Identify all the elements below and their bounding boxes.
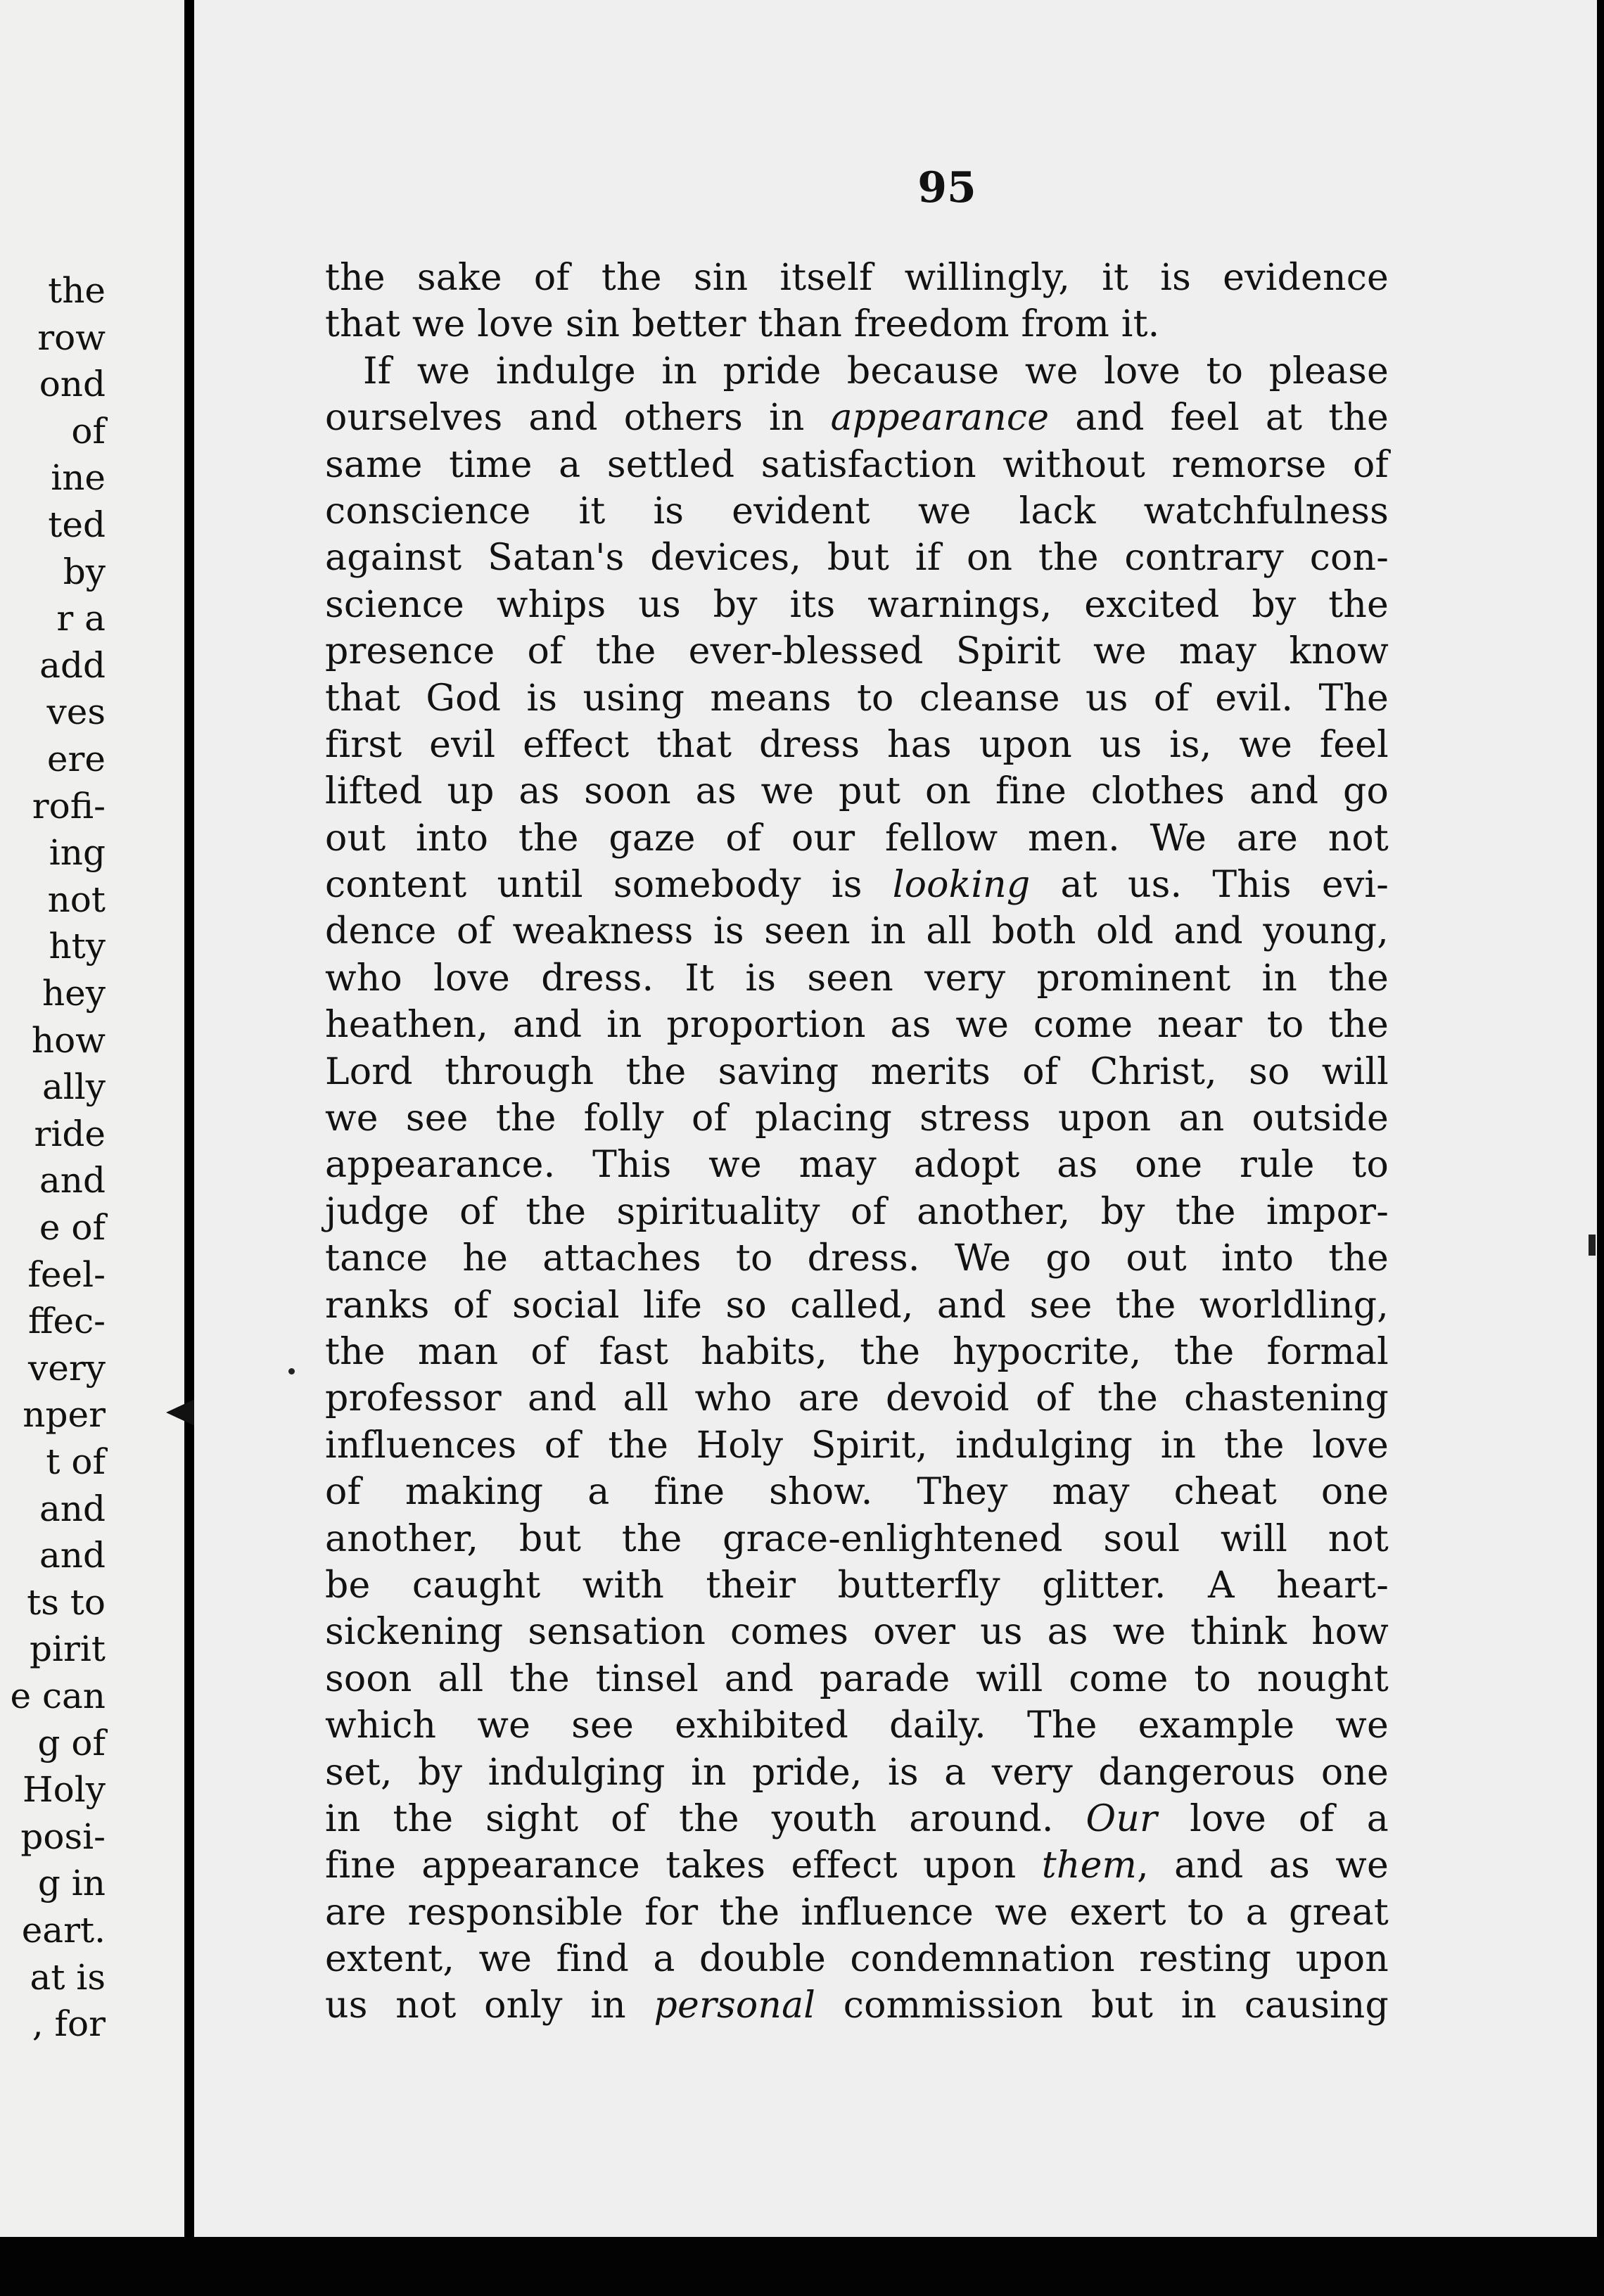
ink-speck xyxy=(288,1368,295,1375)
left-page-fragment: ted xyxy=(48,504,106,545)
text-line: judge of the spirituality of another, by the impor- xyxy=(325,1190,1389,1233)
body-text xyxy=(325,255,1389,2029)
left-page-fragment: ts to xyxy=(27,1581,106,1623)
left-page-fragment: ere xyxy=(46,739,106,779)
book-page xyxy=(194,0,1597,2237)
text-line: against Satan's devices, but if on the contrary con- xyxy=(325,537,1389,580)
previous-page-fragment xyxy=(0,0,184,2237)
text-line: soon all the tinsel and parade will come to nought xyxy=(325,1657,1389,1700)
text-line: first evil effect that dress has upon us is, we feel xyxy=(325,723,1389,766)
text-line: another, but the grace-enlightened soul will not xyxy=(325,1517,1389,1560)
left-page-fragment: t of xyxy=(46,1441,106,1482)
left-page-fragment: add xyxy=(39,644,106,686)
text-line: presence of the ever-blessed Spirit we may know xyxy=(325,630,1389,673)
emphasized-word: Our xyxy=(1086,1797,1158,1840)
left-page-fragment: e of xyxy=(39,1207,106,1248)
text-line: fine appearance takes effect upon them, and as we xyxy=(325,1844,1389,1887)
text-line: heathen, and in proportion as we come near to the xyxy=(325,1004,1389,1047)
emphasized-word: personal xyxy=(654,1984,816,2027)
left-page-fragment: at is xyxy=(30,1956,106,1998)
left-page-fragment: hey xyxy=(42,973,106,1014)
text-line: the sake of the sin itself willingly, it is evidence xyxy=(325,257,1389,299)
text-line: us not only in personal commission but in causing xyxy=(325,1984,1389,2027)
text-line: conscience it is evident we lack watchfulness xyxy=(325,490,1389,532)
page-gutter xyxy=(184,0,194,2296)
left-page-fragment: ally xyxy=(42,1066,106,1108)
text-line: set, by indulging in pride, is a very dangerous one xyxy=(325,1751,1389,1794)
text-line: in the sight of the youth around. Our love of a xyxy=(325,1797,1389,1840)
emphasized-word: them xyxy=(1041,1844,1138,1887)
text-line: be caught with their butterfly glitter. A heart- xyxy=(325,1564,1389,1607)
left-page-fragment: g of xyxy=(37,1722,106,1764)
left-page-fragment: posi- xyxy=(20,1816,106,1857)
text-line: the man of fast habits, the hypocrite, the formal xyxy=(325,1330,1389,1373)
left-page-fragment: r a xyxy=(56,598,106,639)
text-line: of making a fine show. They may cheat one xyxy=(325,1471,1389,1514)
text-line: out into the gaze of our fellow men. We are not xyxy=(325,817,1389,860)
text-line: influences of the Holy Spirit, indulging in the love xyxy=(325,1424,1389,1467)
emphasized-word: looking xyxy=(892,864,1031,907)
left-page-fragment: eart. xyxy=(21,1910,106,1951)
text-line: extent, we find a double condemnation resting upon xyxy=(325,1938,1389,1981)
emphasized-word: appearance xyxy=(830,397,1050,440)
left-page-fragment: ing xyxy=(49,832,106,874)
text-line: professor and all who are devoid of the chastening xyxy=(325,1377,1389,1420)
left-page-fragment: ine xyxy=(51,457,106,499)
text-line: which we see exhibited daily. The example we xyxy=(325,1704,1389,1747)
left-page-fragment: the xyxy=(48,270,106,311)
text-line: who love dress. It is seen very prominent in the xyxy=(325,957,1389,1000)
text-line: dence of weakness is seen in all both old and young, xyxy=(325,910,1389,953)
left-page-fragment: and xyxy=(39,1535,106,1576)
edge-mark xyxy=(1589,1235,1596,1256)
left-page-fragment: feel- xyxy=(27,1254,106,1295)
text-line: ourselves and others in appearance and feel at the xyxy=(325,397,1389,440)
text-line: appearance. This we may adopt as one rule to xyxy=(325,1144,1389,1187)
left-page-fragment: very xyxy=(28,1347,106,1389)
text-line: same time a settled satisfaction without remorse of xyxy=(325,443,1389,486)
text-line: that God is using means to cleanse us of evil. The xyxy=(325,677,1389,720)
bottom-scan-edge xyxy=(0,2237,1604,2296)
left-page-fragment: rofi- xyxy=(32,785,106,827)
text-line: lifted up as soon as we put on fine clothes and go xyxy=(325,770,1389,813)
left-page-fragment: by xyxy=(63,551,106,592)
left-page-fragment: of xyxy=(71,410,106,452)
text-line: science whips us by its warnings, excited by the xyxy=(325,583,1389,626)
right-scan-edge xyxy=(1597,0,1604,2296)
text-line: If we indulge in pride because we love to please xyxy=(363,350,1389,393)
left-page-fragment: nper xyxy=(23,1394,106,1436)
left-page-fragment: ride xyxy=(34,1113,106,1154)
left-page-fragment: not xyxy=(47,879,106,920)
left-page-fragment: and xyxy=(39,1160,106,1201)
left-page-fragment: g in xyxy=(37,1863,106,1904)
left-page-fragment: Holy xyxy=(23,1769,106,1811)
left-page-fragment: row xyxy=(37,317,106,358)
left-page-fragment: , for xyxy=(32,2003,106,2045)
page-number: 95 xyxy=(917,163,976,212)
left-page-fragment: e can xyxy=(10,1676,106,1716)
text-line: we see the folly of placing stress upon an outside xyxy=(325,1097,1389,1140)
left-page-fragment: ffec- xyxy=(27,1301,106,1342)
left-page-fragment: ves xyxy=(46,691,106,733)
text-line: are responsible for the influence we exert to a great xyxy=(325,1891,1389,1934)
left-page-fragment: and xyxy=(39,1488,106,1529)
text-line: Lord through the saving merits of Christ, so will xyxy=(325,1050,1389,1093)
text-line: sickening sensation comes over us as we think how xyxy=(325,1611,1389,1654)
text-line: that we love sin better than freedom from it. xyxy=(325,303,1160,346)
text-line: tance he attaches to dress. We go out into the xyxy=(325,1237,1389,1280)
text-line: content until somebody is looking at us. This evi- xyxy=(325,864,1389,907)
left-page-fragment: how xyxy=(31,1019,106,1061)
text-line: ranks of social life so called, and see the worldling, xyxy=(325,1284,1389,1327)
left-page-fragment: pirit xyxy=(30,1628,106,1670)
left-page-fragment: ond xyxy=(39,364,106,405)
left-page-fragment: hty xyxy=(49,926,106,967)
